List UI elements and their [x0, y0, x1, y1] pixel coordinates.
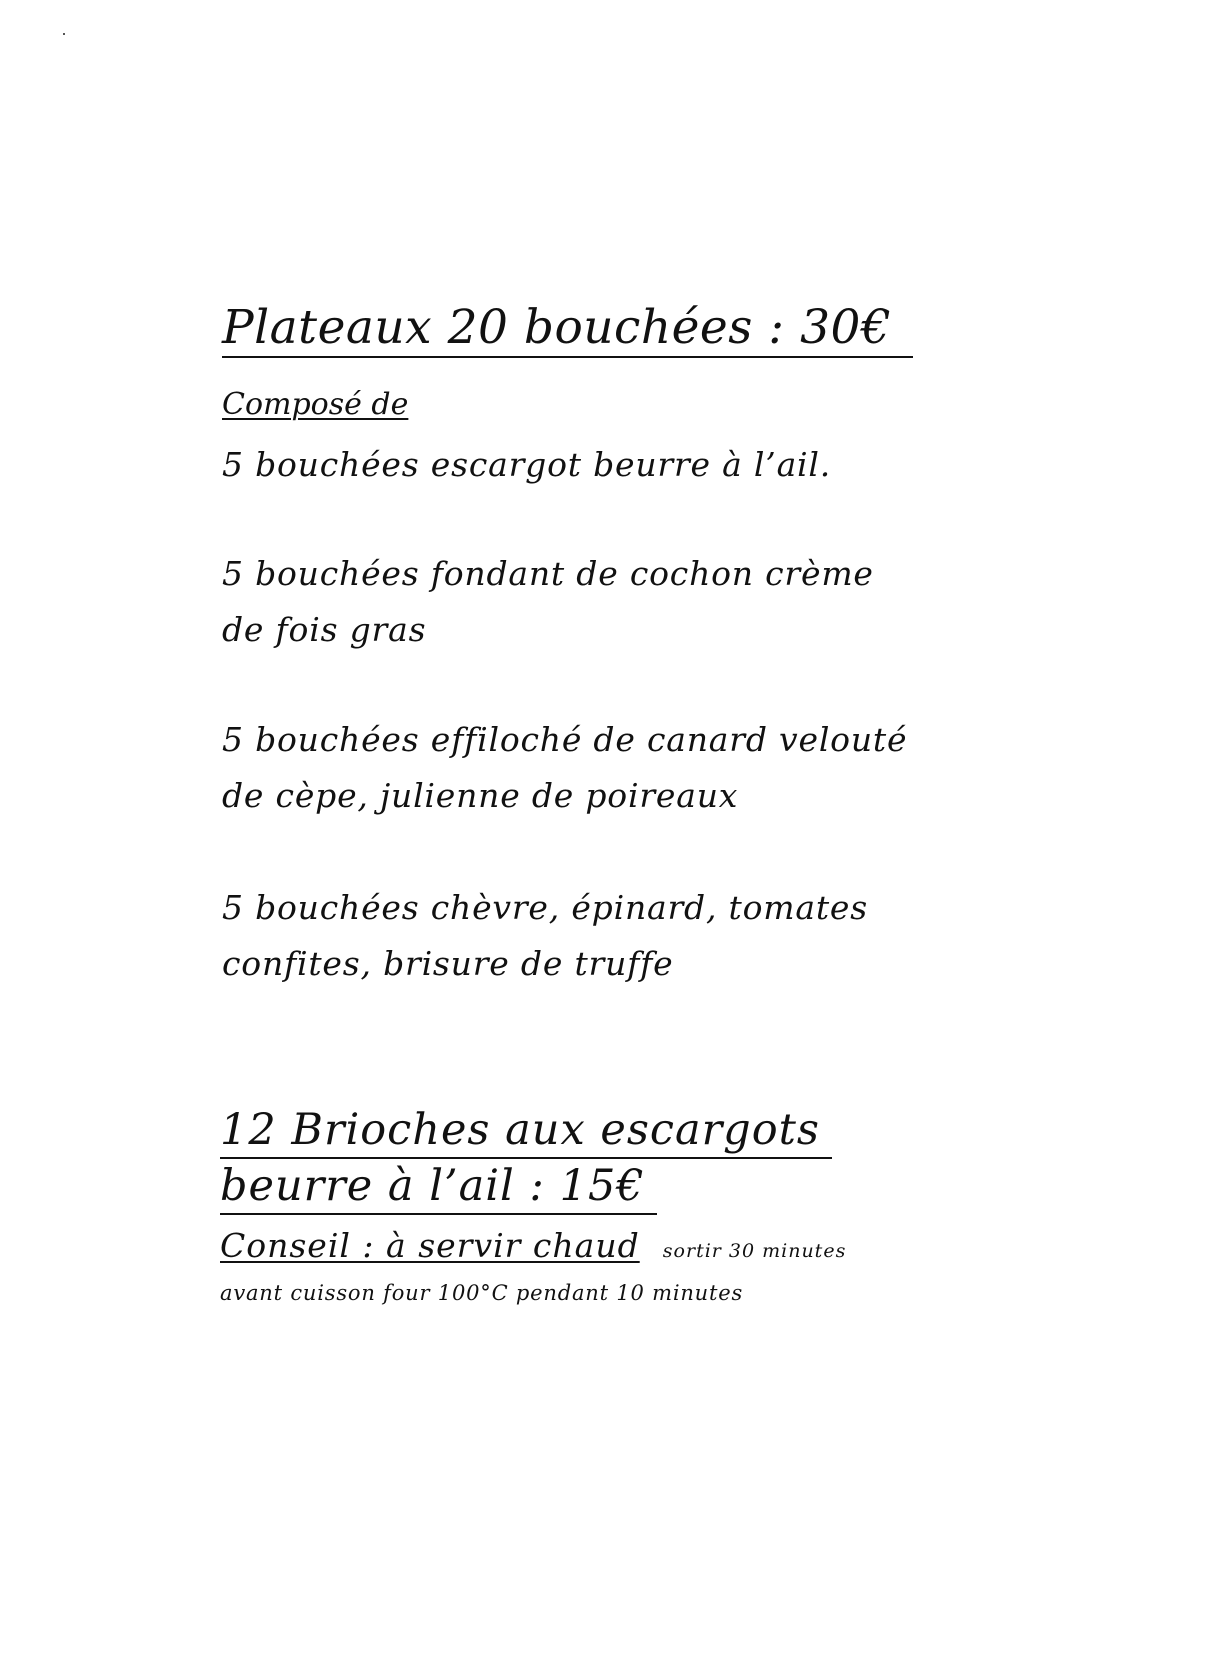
brioches-title-line: beurre à l’ail : 15€: [220, 1159, 657, 1215]
item-line: 5 bouchées effiloché de canard velouté: [222, 720, 908, 759]
platter-item-chevre: [222, 880, 868, 992]
advice-note: sortir 30 minutes: [662, 1240, 847, 1262]
platter-item-canard: [222, 712, 907, 824]
item-line: 5 bouchées chèvre, épinard, tomates: [222, 888, 868, 927]
brioches-title-line: 12 Brioches aux escargots: [220, 1103, 832, 1159]
brioches-title: [220, 1103, 832, 1215]
serving-advice: [220, 1228, 846, 1270]
platter-item-escargot: [222, 437, 831, 493]
item-line: 5 bouchées escargot beurre à l’ail.: [222, 445, 832, 484]
item-line: de fois gras: [222, 610, 427, 649]
item-line: 5 bouchées fondant de cochon crème: [222, 554, 874, 593]
advice-note-continued: avant cuisson four 100°C pendant 10 minutes: [220, 1281, 744, 1305]
platter-item-cochon: [222, 546, 874, 658]
item-line: confites, brisure de truffe: [222, 944, 674, 983]
advice-label: Conseil : à servir chaud: [220, 1226, 640, 1265]
platter-title: Plateaux 20 bouchées : 30€: [222, 300, 913, 358]
platter-subtitle: Composé de: [222, 387, 409, 422]
item-line: de cèpe, julienne de poireaux: [222, 776, 739, 815]
scan-speck: [63, 33, 65, 35]
